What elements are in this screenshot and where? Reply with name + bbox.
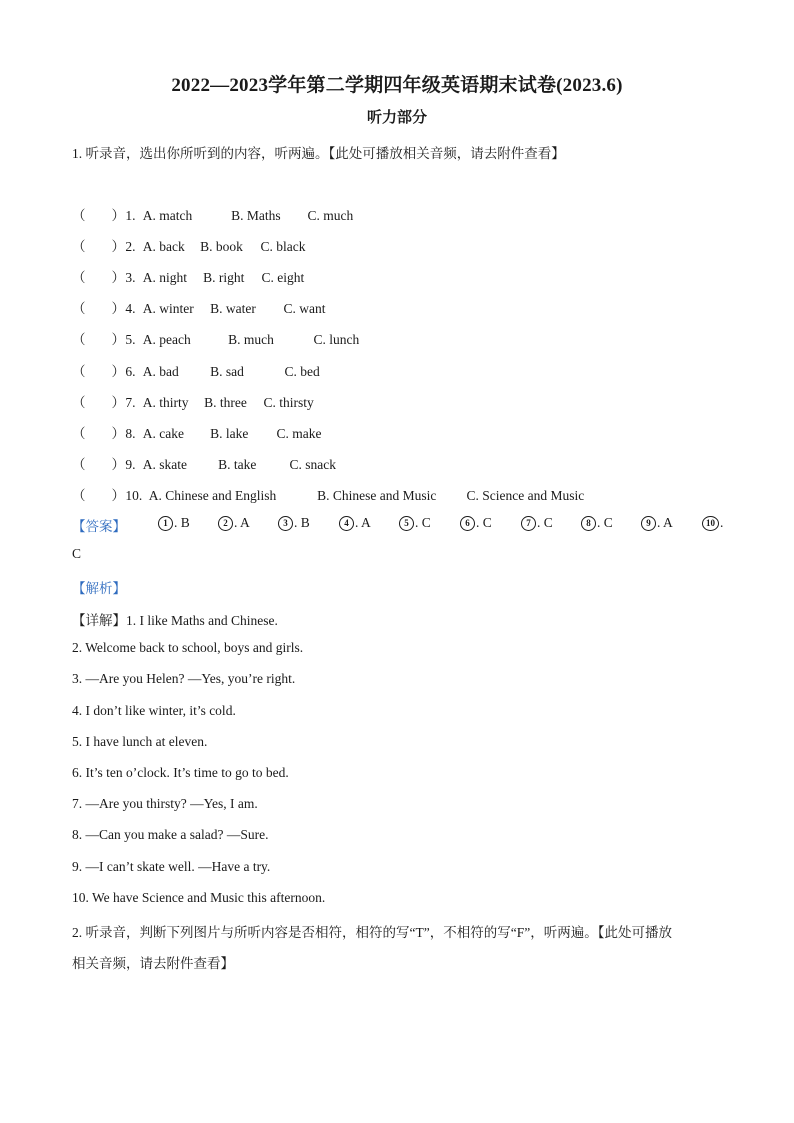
q1-item: （ ） 9. A. skate B. take C. snack: [72, 453, 336, 473]
answer-item: 4 . A: [339, 515, 371, 531]
q1-item: （ ） 8. A. cake B. lake C. make: [72, 422, 322, 442]
answer-item: 1 . B: [158, 515, 190, 531]
detail-line: 4. I don’t like winter, it’s cold.: [72, 703, 236, 718]
answer-item: 9 . A: [641, 515, 673, 531]
answer-blank: （ ）: [72, 208, 125, 223]
answer-item: 6 . C: [460, 515, 492, 531]
answer-blank: （ ）: [72, 488, 125, 503]
analysis-label: 【解析】: [72, 581, 126, 596]
answer-blank: （ ）: [72, 332, 125, 347]
answer-item: 5 . C: [399, 515, 431, 531]
answer-blank: （ ）: [72, 364, 125, 379]
q1-item: （ ） 5. A. peach B. much C. lunch: [72, 328, 359, 348]
q1-item: （ ） 2. A. back B. book C. black: [72, 235, 306, 255]
detail-line: 10. We have Science and Music this afternoon.: [72, 890, 326, 905]
answer-item: 10 .: [702, 515, 723, 531]
q1-item: （ ） 4. A. winter B. water C. want: [72, 297, 326, 317]
detail-line: 【详解】1. I like Maths and Chinese.: [72, 613, 278, 628]
answer-blank: （ ）: [72, 426, 125, 441]
exam-title: 2022—2023学年第二学期四年级英语期末试卷(2023.6): [171, 75, 623, 96]
answer-blank: （ ）: [72, 301, 125, 316]
detail-line: 6. It’s ten o’clock. It’s time to go to bed.: [72, 765, 289, 780]
detail-label: 【详解】: [72, 613, 126, 628]
q2-instruction-cont: 相关音频，请去附件查看】: [72, 956, 234, 971]
q2-instruction: 2. 听录音，判断下列图片与所听内容是否相符，相符的写“T”，不相符的写“F”，听两遍。【此处可播放: [72, 925, 672, 940]
q1-item: （ ） 3. A. night B. right C. eight: [72, 266, 304, 286]
detail-line: 5. I have lunch at eleven.: [72, 734, 208, 749]
answer-wrap: C: [72, 546, 82, 561]
answer-blank: （ ）: [72, 457, 125, 472]
answer-item: 2 . A: [218, 515, 250, 531]
answer-item: 3 . B: [278, 515, 310, 531]
answer-blank: （ ）: [72, 239, 125, 254]
q1-item: （ ） 10. A. Chinese and English B. Chinese and Music C. Science and Music: [72, 484, 584, 504]
q1-item: （ ） 6. A. bad B. sad C. bed: [72, 360, 320, 380]
q1-item: （ ） 7. A. thirty B. three C. thirsty: [72, 391, 314, 411]
detail-line: 8. —Can you make a salad? —Sure.: [72, 827, 269, 842]
answer-blank: （ ）: [72, 270, 125, 285]
answer-label: 【答案】: [72, 519, 126, 534]
answer-item: 7 . C: [521, 515, 553, 531]
answer-blank: （ ）: [72, 395, 125, 410]
detail-line: 2. Welcome back to school, boys and girls.: [72, 640, 304, 655]
answer-item: 8 . C: [581, 515, 613, 531]
detail-line: 7. —Are you thirsty? —Yes, I am.: [72, 796, 258, 811]
q1-item: （ ） 1. A. match B. Maths C. much: [72, 204, 353, 224]
section-title: 听力部分: [366, 110, 427, 126]
answer-row: [72, 515, 732, 535]
q1-instruction: 1. 听录音，选出你所听到的内容，听两遍。【此处可播放相关音频，请去附件查看】: [72, 146, 565, 161]
detail-line: 9. —I can’t skate well. —Have a try.: [72, 859, 271, 874]
detail-line: 3. —Are you Helen? —Yes, you’re right.: [72, 671, 296, 686]
